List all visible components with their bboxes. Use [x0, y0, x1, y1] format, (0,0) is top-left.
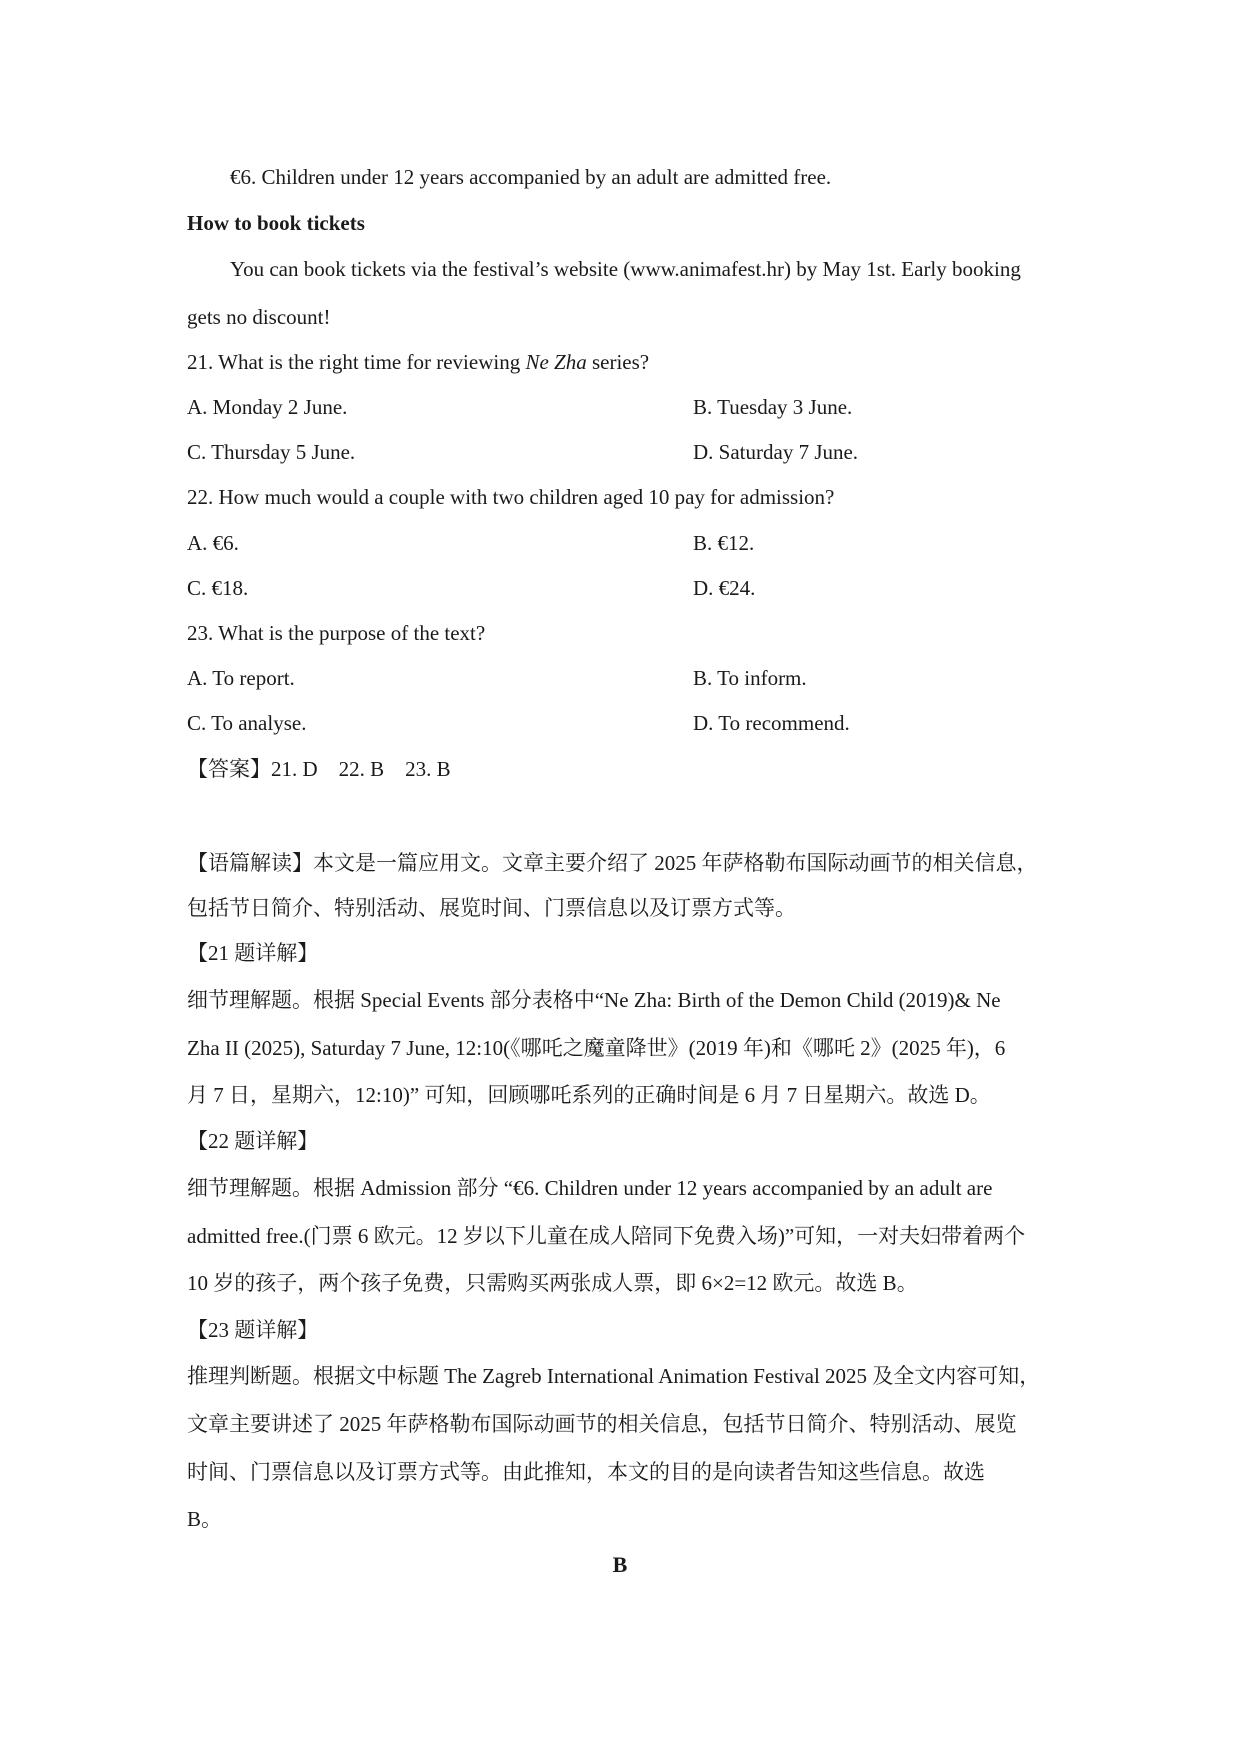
q22-option-c: C. €18. [187, 576, 249, 600]
q21-analysis-line-3: 月 7 日，星期六，12:10)” 可知，回顾哪吒系列的正确时间是 6 月 7 日星期六。故选 D。 [187, 1083, 991, 1107]
q22-analysis-line-3: 10 岁的孩子，两个孩子免费，只需购买两张成人票，即 6×2=12 欧元。故选 B。 [187, 1271, 918, 1295]
overview-line-1: 【语篇解读】本文是一篇应用文。文章主要介绍了 2025 年萨格勒布国际动画节的相关信息， [187, 851, 1038, 875]
q21-analysis-line-2: Zha II (2025), Saturday 7 June, 12:10(《哪吒之魔童降世》(2019 年)和《哪吒 2》(2025 年)，6 [187, 1036, 1006, 1060]
q23-analysis-line-4: B。 [187, 1507, 223, 1531]
q23-analysis-title: 【23 题详解】 [187, 1318, 319, 1342]
booking-text-line-1: You can book tickets via the festival’s website (www.animafest.hr) by May 1st. Early booking [230, 257, 1021, 281]
q23-option-d: D. To recommend. [693, 711, 850, 735]
booking-heading: How to book tickets [187, 211, 365, 235]
q23-analysis-line-1: 推理判断题。根据文中标题 The Zagreb International Animation Festival 2025 及全文内容可知， [187, 1364, 1041, 1388]
q23-analysis-line-2: 文章主要讲述了 2025 年萨格勒布国际动画节的相关信息，包括节日简介、特别活动、展览 [187, 1412, 1017, 1436]
q23-analysis-line-3: 时间、门票信息以及订票方式等。由此推知，本文的目的是向读者告知这些信息。故选 [187, 1460, 985, 1484]
q22-option-d: D. €24. [693, 576, 756, 600]
q22-analysis-title: 【22 题详解】 [187, 1129, 319, 1153]
q23-option-b: B. To inform. [693, 666, 807, 690]
q21-stem-title: Ne Zha [525, 350, 587, 374]
section-letter: B [612, 1552, 628, 1577]
q21-option-c: C. Thursday 5 June. [187, 440, 356, 464]
q21-analysis-title: 【21 题详解】 [187, 941, 319, 965]
q21-option-b: B. Tuesday 3 June. [693, 395, 853, 419]
admission-tail: €6. Children under 12 years accompanied by an adult are admitted free. [230, 165, 832, 189]
overview-line-2: 包括节日简介、特别活动、展览时间、门票信息以及订票方式等。 [187, 896, 796, 920]
question-22-stem: 22. How much would a couple with two children aged 10 pay for admission? [187, 485, 835, 509]
q21-stem-text: 21. What is the right time for reviewing [187, 350, 526, 374]
q21-option-d: D. Saturday 7 June. [693, 440, 859, 464]
q21-analysis-line-1: 细节理解题。根据 Special Events 部分表格中“Ne Zha: Birth of the Demon Child (2019)& Ne [187, 988, 1001, 1012]
question-23-stem: 23. What is the purpose of the text? [187, 621, 486, 645]
q23-option-a: A. To report. [187, 666, 295, 690]
q22-option-a: A. €6. [187, 531, 239, 555]
q23-option-c: C. To analyse. [187, 711, 307, 735]
booking-text-line-2: gets no discount! [187, 305, 331, 329]
q22-analysis-line-1: 细节理解题。根据 Admission 部分 “€6. Children under 12 years accompanied by an adult are [187, 1176, 993, 1200]
answer-key: 【答案】21. D 22. B 23. B [187, 757, 451, 781]
q22-option-b: B. €12. [693, 531, 755, 555]
q22-analysis-line-2: admitted free.(门票 6 欧元。12 岁以下儿童在成人陪同下免费入场)”可知，一对夫妇带着两个 [187, 1224, 1026, 1248]
q21-stem-end: series? [586, 350, 650, 374]
q21-option-a: A. Monday 2 June. [187, 395, 348, 419]
question-21-stem [187, 352, 649, 373]
